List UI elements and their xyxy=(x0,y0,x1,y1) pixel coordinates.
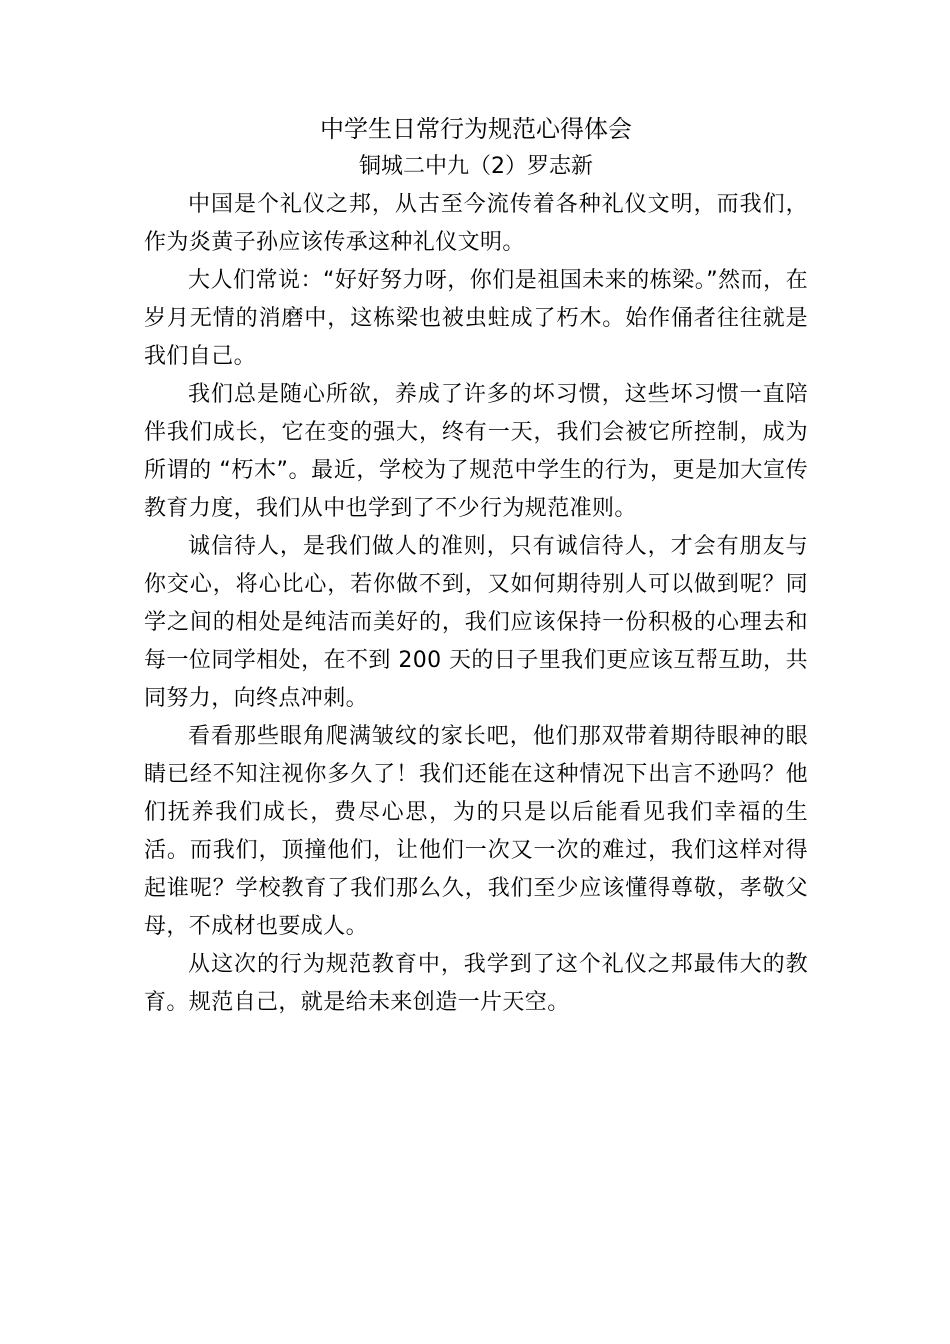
paragraph-4: 诚信待人，是我们做人的准则，只有诚信待人，才会有朋友与你交心，将心比心，若你做不到，又如何期待别人可以做到呢？同学之间的相处是纯洁而美好的，我们应该保持一份积极的心理去和每一位同学相处，在不到 200 天的日子里我们更应该互帮互助，共同努力，向终点冲刺。 xyxy=(144,534,808,711)
paragraph-5: 看看那些眼角爬满皱纹的家长吧，他们那双带着期待眼神的眼睛已经不知注视你多久了！我们还能在这种情况下出言不逊吗？他们抚养我们成长，费尽心思，为的只是以后能看见我们幸福的生活。而我们，顶撞他们，让他们一次又一次的难过，我们这样对得起谁呢？学校教育了我们那么久，我们至少应该懂得尊敬，孝敬父母，不成材也要成人。 xyxy=(144,724,808,939)
author-line: 铜城二中九（2）罗志新 xyxy=(359,154,593,179)
paragraph-6: 从这次的行为规范教育中，我学到了这个礼仪之邦最伟大的教育。规范自己，就是给未来创造一片天空。 xyxy=(144,952,808,1015)
paragraph-1: 中国是个礼仪之邦，从古至今流传着各种礼仪文明，而我们，作为炎黄子孙应该传承这种礼仪文明。 xyxy=(144,192,808,255)
document-page xyxy=(144,110,808,1022)
paragraph-3: 我们总是随心所欲，养成了许多的坏习惯，这些坏习惯一直陪伴我们成长，它在变的强大，终有一天，我们会被它所控制，成为所谓的 “朽木”。最近，学校为了规范中学生的行为，更是加大宣传教育力度，我们从中也学到了不少行为规范准则。 xyxy=(144,382,808,521)
document-title: 中学生日常行为规范心得体会 xyxy=(320,115,632,143)
paragraph-2: 大人们常说：“好好努力呀，你们是祖国未来的栋梁。”然而，在岁月无情的消磨中，这栋梁也被虫蛀成了朽木。始作俑者往往就是我们自己。 xyxy=(144,268,808,369)
